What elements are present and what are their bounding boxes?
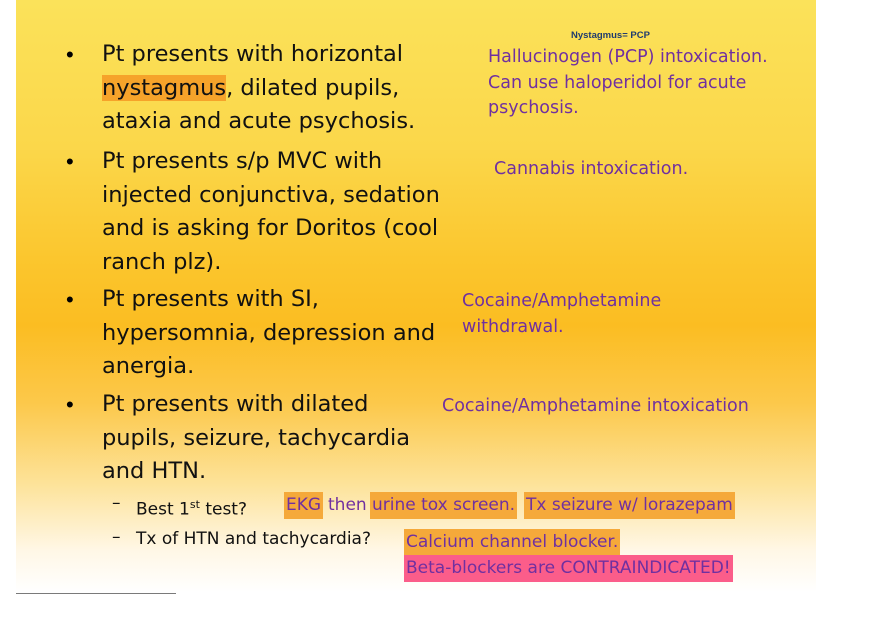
question-1-line-3: ataxia and acute psychosis.	[102, 108, 416, 134]
answer-then: then	[328, 495, 367, 515]
sub-question-best-test-suffix: test?	[199, 499, 247, 520]
footer-divider	[16, 593, 176, 594]
sub-question-best-test-prefix: Best 1	[136, 499, 190, 520]
answer-1-line-2: Can use haloperidol for acute	[488, 72, 747, 93]
answer-3-line-2: withdrawal.	[462, 316, 564, 337]
sub-question-best-test	[136, 493, 247, 522]
bullet-3: •	[66, 287, 74, 312]
answer-3	[462, 289, 661, 340]
answer-3-line-1: Cocaine/Amphetamine	[462, 291, 662, 311]
question-1	[102, 38, 415, 139]
question-4-line-1: Pt presents with dilated	[102, 391, 369, 417]
question-2-line-3: and is asking for Doritos (cool	[102, 215, 439, 241]
bullet-2: •	[66, 149, 74, 174]
question-1-line-2	[102, 72, 415, 106]
question-3	[102, 283, 435, 384]
bullet-4: •	[66, 392, 74, 417]
question-3-line-2: hypersomnia, depression and	[102, 319, 436, 346]
sub-dash-2: –	[112, 527, 121, 547]
answer-urine-tox: urine tox screen.	[370, 492, 517, 519]
answer-1	[488, 45, 768, 122]
nystagmus-annotation: Nystagmus= PCP	[571, 30, 650, 41]
answer-4: Cocaine/Amphetamine intoxication	[442, 396, 749, 416]
answer-1-line-3: psychosis.	[488, 98, 579, 118]
bullet-1: •	[66, 42, 74, 67]
question-4-line-3: and HTN.	[102, 458, 207, 484]
question-2-line-4: ranch plz).	[102, 248, 222, 275]
answer-beta-blockers-contraindicated: Beta-blockers are CONTRAINDICATED!	[404, 555, 733, 582]
question-1-line-1: Pt presents with horizontal	[102, 41, 404, 67]
question-2-line-1: Pt presents s/p MVC with	[102, 148, 383, 174]
question-3-line-3: anergia.	[102, 353, 195, 379]
question-4	[102, 388, 410, 489]
sub-question-best-test-sup: st	[189, 498, 200, 511]
answer-2: Cannabis intoxication.	[494, 159, 689, 179]
question-4-line-2: pupils, seizure, tachycardia	[102, 424, 411, 451]
answer-ekg: EKG	[284, 492, 323, 519]
question-3-line-1: Pt presents with SI,	[102, 286, 319, 312]
question-2-line-2: injected conjunctiva, sedation	[102, 181, 440, 208]
question-1-line-2-rest: , dilated pupils,	[226, 74, 400, 101]
sub-dash-1: –	[112, 493, 121, 513]
answer-1-line-1: Hallucinogen (PCP) intoxication.	[488, 47, 768, 67]
answer-tx-seizure: Tx seizure w/ lorazepam	[524, 492, 735, 519]
answer-calcium-channel-blocker: Calcium channel blocker.	[404, 529, 620, 556]
highlight-nystagmus: nystagmus	[102, 74, 227, 101]
sub-question-tx-htn: Tx of HTN and tachycardia?	[136, 529, 371, 549]
question-2	[102, 145, 440, 279]
